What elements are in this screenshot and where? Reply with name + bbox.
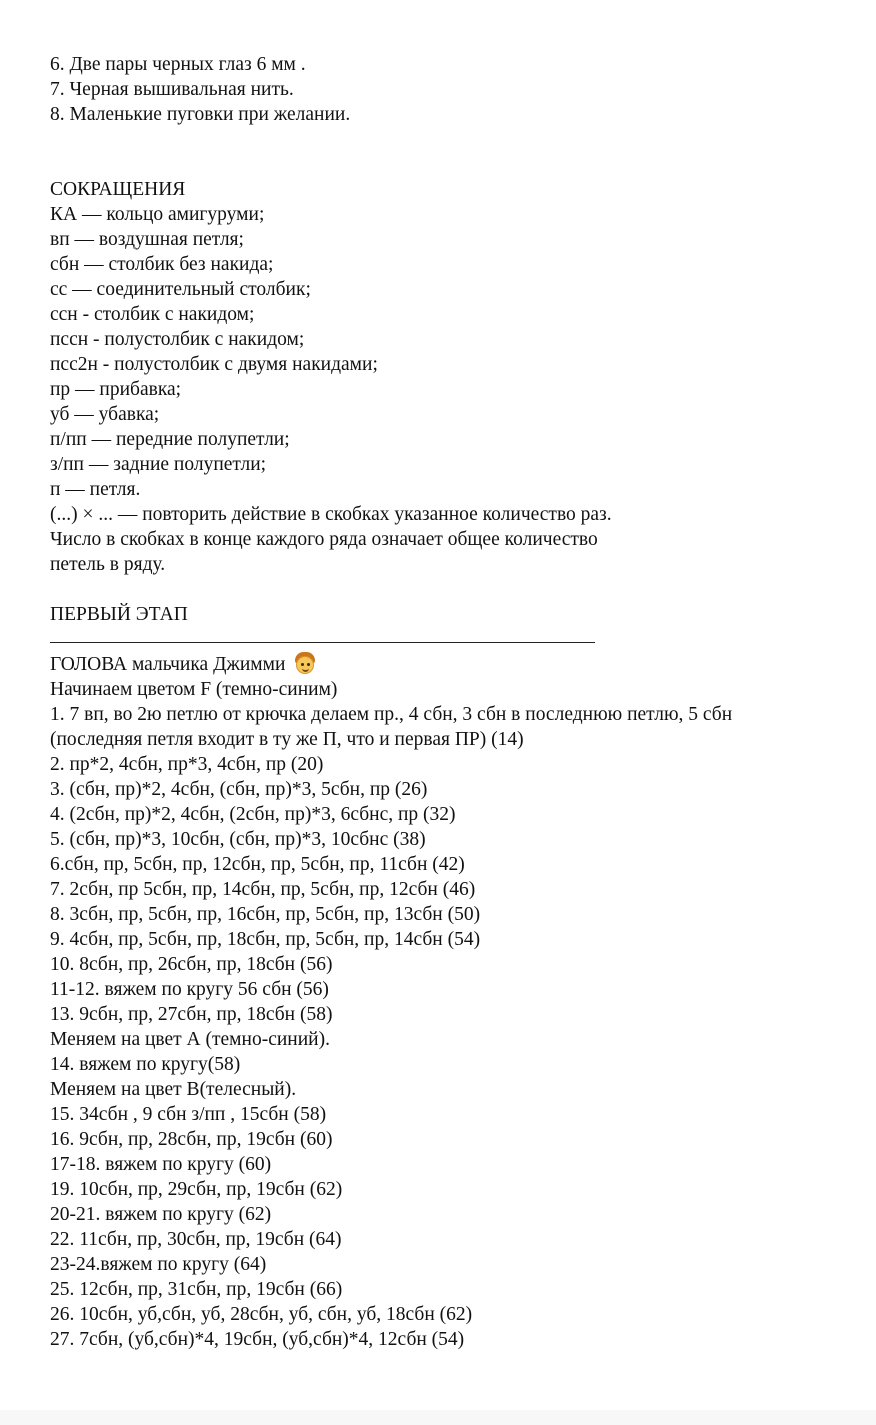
pattern-row: 11-12. вяжем по кругу 56 сбн (56): [50, 979, 329, 1000]
abbreviation-item: вп — воздушная петля;: [50, 229, 244, 250]
pattern-row: 4. (2сбн, пр)*2, 4сбн, (2сбн, пр)*3, 6сбнс, пр (32): [50, 804, 456, 825]
pattern-row: 27. 7сбн, (уб,сбн)*4, 19сбн, (уб,сбн)*4, 12сбн (54): [50, 1329, 465, 1350]
abbreviation-item: уб — убавка;: [50, 404, 160, 425]
pattern-row: 15. 34сбн , 9 сбн з/пп , 15сбн (58): [50, 1104, 327, 1125]
pattern-row: 8. 3сбн, пр, 5сбн, пр, 16сбн, пр, 5сбн, пр, 13сбн (50): [50, 904, 481, 925]
pattern-row: 9. 4сбн, пр, 5сбн, пр, 18сбн, пр, 5сбн, пр, 14сбн (54): [50, 929, 481, 950]
section-title: [50, 652, 850, 677]
pattern-row: 5. (сбн, пр)*3, 10сбн, (сбн, пр)*3, 10сбнс (38): [50, 829, 426, 850]
abbreviation-item: (...) × ... — повторить действие в скобках указанное количество раз.: [50, 504, 612, 525]
pattern-row: 1. 7 вп, во 2ю петлю от крючка делаем пр., 4 сбн, 3 сбн в последнюю петлю, 5 сбн: [50, 704, 733, 725]
pattern-row: 20-21. вяжем по кругу (62): [50, 1204, 272, 1225]
abbreviation-item: сбн — столбик без накида;: [50, 254, 274, 275]
pattern-row: 7. 2сбн, пр 5сбн, пр, 14сбн, пр, 5сбн, пр, 12сбн (46): [50, 879, 476, 900]
pattern-row: (последняя петля входит в ту же П, что и первая ПР) (14): [50, 729, 524, 750]
horizontal-rule: [50, 642, 595, 643]
pattern-row: 17-18. вяжем по кругу (60): [50, 1154, 272, 1175]
spacer: [50, 577, 850, 602]
materials-item: 7. Черная вышивальная нить.: [50, 79, 294, 100]
abbreviation-item: сс — соединительный столбик;: [50, 279, 311, 300]
pattern-row: 25. 12сбн, пр, 31сбн, пр, 19сбн (66): [50, 1279, 343, 1300]
pattern-row: 2. пр*2, 4сбн, пр*3, 4сбн, пр (20): [50, 754, 324, 775]
page-bottom-edge: [0, 1410, 876, 1425]
abbreviation-item: ссн - столбик с накидом;: [50, 304, 255, 325]
pattern-row: Меняем на цвет В(телесный).: [50, 1079, 297, 1100]
abbreviations-section: [50, 177, 850, 577]
pattern-row: 3. (сбн, пр)*2, 4сбн, (сбн, пр)*3, 5сбн, пр (26): [50, 779, 428, 800]
abbreviation-item: петель в ряду.: [50, 554, 166, 575]
pattern-row: Начинаем цветом F (темно-синим): [50, 679, 338, 700]
pattern-row: 26. 10сбн, уб,сбн, уб, 28сбн, уб, сбн, уб, 18сбн (62): [50, 1304, 473, 1325]
abbreviation-item: КА — кольцо амигуруми;: [50, 204, 265, 225]
materials-item: 8. Маленькие пуговки при желании.: [50, 104, 351, 125]
pattern-row: 23-24.вяжем по кругу (64): [50, 1254, 267, 1275]
pattern-row: 6.сбн, пр, 5сбн, пр, 12сбн, пр, 5сбн, пр, 11сбн (42): [50, 854, 465, 875]
spacer: [50, 152, 850, 177]
spacer: [50, 127, 850, 152]
stage-title: ПЕРВЫЙ ЭТАП: [50, 604, 188, 625]
stage-section: [50, 602, 850, 1352]
section-title-text: ГОЛОВА мальчика Джимми: [50, 654, 286, 675]
abbreviation-item: п/пп — передние полупетли;: [50, 429, 290, 450]
abbreviation-item: пссн - полустолбик с накидом;: [50, 329, 305, 350]
document-page: [50, 52, 850, 1352]
pattern-row: 14. вяжем по кругу(58): [50, 1054, 241, 1075]
materials-list: [50, 52, 850, 127]
pattern-row: 22. 11сбн, пр, 30сбн, пр, 19сбн (64): [50, 1229, 342, 1250]
pattern-row: 16. 9сбн, пр, 28сбн, пр, 19сбн (60): [50, 1129, 333, 1150]
abbreviation-item: Число в скобках в конце каждого ряда означает общее количество: [50, 529, 598, 550]
pattern-row: 10. 8сбн, пр, 26сбн, пр, 18сбн (56): [50, 954, 333, 975]
pattern-row: 19. 10сбн, пр, 29сбн, пр, 19сбн (62): [50, 1179, 343, 1200]
pattern-row: Меняем на цвет А (темно-синий).: [50, 1029, 330, 1050]
pattern-row: 13. 9сбн, пр, 27сбн, пр, 18сбн (58): [50, 1004, 333, 1025]
abbreviations-title: СОКРАЩЕНИЯ: [50, 179, 186, 200]
abbreviation-item: пр — прибавка;: [50, 379, 182, 400]
abbreviation-item: псс2н - полустолбик с двумя накидами;: [50, 354, 378, 375]
materials-item: 6. Две пары черных глаз 6 мм .: [50, 54, 306, 75]
boy-face-icon: [294, 652, 316, 674]
abbreviation-item: п — петля.: [50, 479, 141, 500]
abbreviation-item: з/пп — задние полупетли;: [50, 454, 267, 475]
